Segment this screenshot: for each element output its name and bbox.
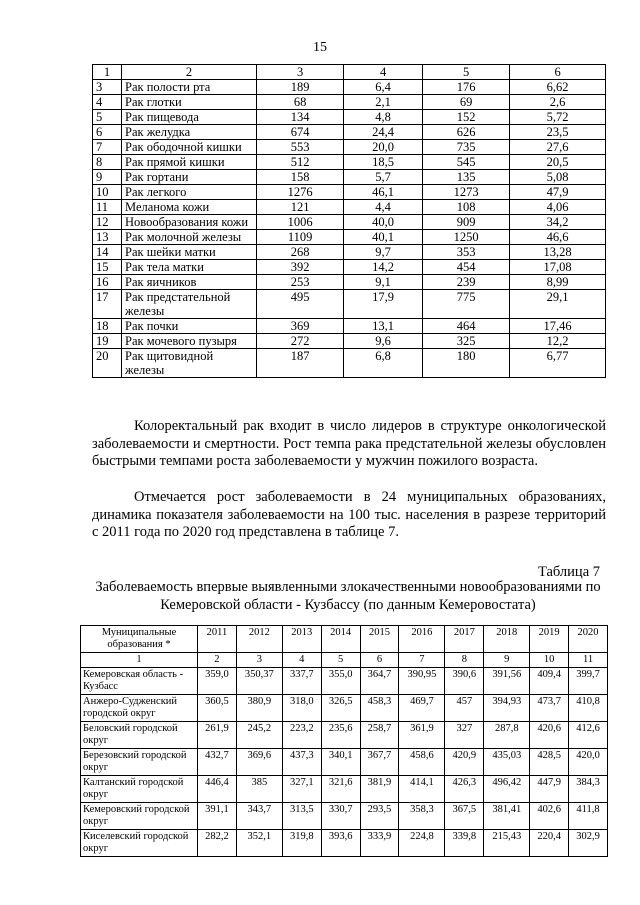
table-cell: 2015 bbox=[360, 626, 399, 653]
table-cell: Рак мочевого пузыря bbox=[122, 334, 257, 349]
table-cell: 369,6 bbox=[236, 749, 282, 776]
table-cell: 411,8 bbox=[569, 803, 608, 830]
table-cell: 447,9 bbox=[530, 776, 569, 803]
table-cell: 327 bbox=[445, 722, 484, 749]
table-cell: 12,2 bbox=[510, 334, 606, 349]
table-cell: 325 bbox=[422, 334, 509, 349]
table-row bbox=[93, 80, 606, 95]
table-row bbox=[93, 215, 606, 230]
table-cell: 20,5 bbox=[510, 155, 606, 170]
table-cell: 458,6 bbox=[399, 749, 445, 776]
table-row bbox=[93, 334, 606, 349]
table-cell: Рак глотки bbox=[122, 95, 257, 110]
table-cell: 14,2 bbox=[344, 260, 423, 275]
table-cell: 10 bbox=[530, 653, 569, 668]
table-cell: 1276 bbox=[257, 185, 344, 200]
table-cell: 412,6 bbox=[569, 722, 608, 749]
table-cell: 245,2 bbox=[236, 722, 282, 749]
table-cell: 319,8 bbox=[282, 830, 321, 857]
table-cell: 390,95 bbox=[399, 668, 445, 695]
table-cell: 235,6 bbox=[321, 722, 360, 749]
table-cell: 268 bbox=[257, 245, 344, 260]
table-cell: 215,43 bbox=[484, 830, 530, 857]
table-cell: 15 bbox=[93, 260, 122, 275]
table-row bbox=[81, 695, 608, 722]
table-cell: Новообразования кожи bbox=[122, 215, 257, 230]
table-cell: 3 bbox=[93, 80, 122, 95]
table-cell: 393,6 bbox=[321, 830, 360, 857]
table-cell: 34,2 bbox=[510, 215, 606, 230]
table-cell: 333,9 bbox=[360, 830, 399, 857]
table-cell: 6 bbox=[360, 653, 399, 668]
table-cell: 343,7 bbox=[236, 803, 282, 830]
table-cell: 2019 bbox=[530, 626, 569, 653]
table-row bbox=[93, 230, 606, 245]
table-cell: 17,08 bbox=[510, 260, 606, 275]
table-cell: 2 bbox=[122, 65, 257, 80]
table-cell: 392 bbox=[257, 260, 344, 275]
table-cell: 17,46 bbox=[510, 319, 606, 334]
table-cell: 775 bbox=[422, 290, 509, 319]
table-cell: 360,5 bbox=[198, 695, 237, 722]
table-cell: 399,7 bbox=[569, 668, 608, 695]
table-cell: 1006 bbox=[257, 215, 344, 230]
table-row bbox=[93, 319, 606, 334]
table-cell: 2011 bbox=[198, 626, 237, 653]
table-row bbox=[93, 155, 606, 170]
table-cell: 13,28 bbox=[510, 245, 606, 260]
table-cell: Рак полости рта bbox=[122, 80, 257, 95]
table-cell: 187 bbox=[257, 349, 344, 378]
table-cell: 2,6 bbox=[510, 95, 606, 110]
table-cell: 180 bbox=[422, 349, 509, 378]
table-cell: 402,6 bbox=[530, 803, 569, 830]
table-cell: 282,2 bbox=[198, 830, 237, 857]
table-cell: 40,1 bbox=[344, 230, 423, 245]
table-cell: 380,9 bbox=[236, 695, 282, 722]
table-cell: 4 bbox=[282, 653, 321, 668]
table-cell: 1109 bbox=[257, 230, 344, 245]
table-cell: 7 bbox=[93, 140, 122, 155]
table-cell: 340,1 bbox=[321, 749, 360, 776]
table-cell: 46,1 bbox=[344, 185, 423, 200]
table-cell: 8 bbox=[445, 653, 484, 668]
paragraph-colorectal: Колоректальный рак входит в число лидеров в структуре онкологической заболеваемости и смертности. Рост темпа рака предстательной железы обусловлен быстрыми темпами роста заболеваемости у мужчин пожилого возраста. bbox=[92, 418, 606, 469]
table-cell: 435,03 bbox=[484, 749, 530, 776]
table-cell: 512 bbox=[257, 155, 344, 170]
table-cell: 457 bbox=[445, 695, 484, 722]
table-cell: 327,1 bbox=[282, 776, 321, 803]
paragraph-municipal: Отмечается рост заболеваемости в 24 муниципальных образованиях, динамика показателя заболеваемости на 100 тыс. населения в разрезе территорий с 2011 года по 2020 год представлена в таблице 7. bbox=[92, 489, 606, 540]
table-cell: 369 bbox=[257, 319, 344, 334]
table-cell: Рак яичников bbox=[122, 275, 257, 290]
table-cell: 12 bbox=[93, 215, 122, 230]
table-cell: 385 bbox=[236, 776, 282, 803]
table-cell: 2017 bbox=[445, 626, 484, 653]
table-cell: Рак гортани bbox=[122, 170, 257, 185]
table-cell: 5 bbox=[93, 110, 122, 125]
table-cell: 47,9 bbox=[510, 185, 606, 200]
table-cell: 4 bbox=[344, 65, 423, 80]
table-cell: 458,3 bbox=[360, 695, 399, 722]
table-cell: 1 bbox=[93, 65, 122, 80]
table-cell: 495 bbox=[257, 290, 344, 319]
table-cell: 14 bbox=[93, 245, 122, 260]
table-cell: 24,4 bbox=[344, 125, 423, 140]
table-cell: 909 bbox=[422, 215, 509, 230]
table-cell: 17 bbox=[93, 290, 122, 319]
table-cell: 361,9 bbox=[399, 722, 445, 749]
table-cell: 367,5 bbox=[445, 803, 484, 830]
table-cell: 223,2 bbox=[282, 722, 321, 749]
table-cell: 18,5 bbox=[344, 155, 423, 170]
table-cell: 7 bbox=[399, 653, 445, 668]
table-cell: 2 bbox=[198, 653, 237, 668]
table-cell: 293,5 bbox=[360, 803, 399, 830]
table-cell: 330,7 bbox=[321, 803, 360, 830]
table-cell: Рак пищевода bbox=[122, 110, 257, 125]
table-cell: 428,5 bbox=[530, 749, 569, 776]
table-cell: 454 bbox=[422, 260, 509, 275]
table-cell: 337,7 bbox=[282, 668, 321, 695]
table-cell: Рак предстательной железы bbox=[122, 290, 257, 319]
table-cell: 384,3 bbox=[569, 776, 608, 803]
table-cell: Муниципальные образования * bbox=[81, 626, 198, 653]
table-cell: 18 bbox=[93, 319, 122, 334]
table-cell: 302,9 bbox=[569, 830, 608, 857]
table-cell: 326,5 bbox=[321, 695, 360, 722]
table-cell: 2016 bbox=[399, 626, 445, 653]
table-cell: 432,7 bbox=[198, 749, 237, 776]
table-cell: 381,9 bbox=[360, 776, 399, 803]
table-cell: Рак щитовидной железы bbox=[122, 349, 257, 378]
table-cell: 2013 bbox=[282, 626, 321, 653]
table-cell: Кемеровская область - Кузбасс bbox=[81, 668, 198, 695]
table-cell: 176 bbox=[422, 80, 509, 95]
table-cell: Беловский городской округ bbox=[81, 722, 198, 749]
page-number: 15 bbox=[313, 40, 327, 55]
table-cell: Рак желудка bbox=[122, 125, 257, 140]
table-cell: 355,0 bbox=[321, 668, 360, 695]
table-cell: 27,6 bbox=[510, 140, 606, 155]
table-cell: 16 bbox=[93, 275, 122, 290]
table-cell: Рак прямой кишки bbox=[122, 155, 257, 170]
table-cell: Меланома кожи bbox=[122, 200, 257, 215]
table-row bbox=[81, 722, 608, 749]
table-cell: 5,08 bbox=[510, 170, 606, 185]
table-cell: 2,1 bbox=[344, 95, 423, 110]
table-cell: 674 bbox=[257, 125, 344, 140]
table-cell: 2020 bbox=[569, 626, 608, 653]
table-cell: 6,62 bbox=[510, 80, 606, 95]
table-cell: 6,8 bbox=[344, 349, 423, 378]
table-row bbox=[81, 749, 608, 776]
table-cell: 735 bbox=[422, 140, 509, 155]
table-row bbox=[81, 668, 608, 695]
table-cell: 437,3 bbox=[282, 749, 321, 776]
table-7-label: Таблица 7 bbox=[537, 564, 600, 580]
table-cell: 545 bbox=[422, 155, 509, 170]
table-cell: 3 bbox=[257, 65, 344, 80]
table-cell: 6,77 bbox=[510, 349, 606, 378]
table-row bbox=[93, 110, 606, 125]
table-cell: 4 bbox=[93, 95, 122, 110]
table-cell: Березовский городской округ bbox=[81, 749, 198, 776]
table-row bbox=[93, 200, 606, 215]
table-row bbox=[93, 349, 606, 378]
table-cell: Кемеровский городской округ bbox=[81, 803, 198, 830]
table-cell: 1273 bbox=[422, 185, 509, 200]
table-cell: 5 bbox=[321, 653, 360, 668]
table-cell: 10 bbox=[93, 185, 122, 200]
table-cell: 224,8 bbox=[399, 830, 445, 857]
table-row bbox=[81, 776, 608, 803]
table-cell: 367,7 bbox=[360, 749, 399, 776]
table-cell: 464 bbox=[422, 319, 509, 334]
table-cell: 258,7 bbox=[360, 722, 399, 749]
table-cell: 5,72 bbox=[510, 110, 606, 125]
table-row bbox=[93, 275, 606, 290]
table-cell: 409,4 bbox=[530, 668, 569, 695]
table-cell: 381,41 bbox=[484, 803, 530, 830]
table-cell: 19 bbox=[93, 334, 122, 349]
table-cell: 352,1 bbox=[236, 830, 282, 857]
table-cell: 318,0 bbox=[282, 695, 321, 722]
table-cell: Рак молочной железы bbox=[122, 230, 257, 245]
table-cell: 414,1 bbox=[399, 776, 445, 803]
table-cell: 121 bbox=[257, 200, 344, 215]
table-cell: 6 bbox=[510, 65, 606, 80]
table-cell: 446,4 bbox=[198, 776, 237, 803]
municipal-incidence-table bbox=[80, 625, 608, 857]
table-row bbox=[93, 140, 606, 155]
table-cell: 4,8 bbox=[344, 110, 423, 125]
table-cell: 4,4 bbox=[344, 200, 423, 215]
table-cell: 2012 bbox=[236, 626, 282, 653]
table-cell: 390,6 bbox=[445, 668, 484, 695]
table-cell: Рак тела матки bbox=[122, 260, 257, 275]
table-cell: 2018 bbox=[484, 626, 530, 653]
table-cell: Киселевский городской округ bbox=[81, 830, 198, 857]
table-cell: 359,0 bbox=[198, 668, 237, 695]
table-cell: 358,3 bbox=[399, 803, 445, 830]
table-cell: 68 bbox=[257, 95, 344, 110]
table-row bbox=[93, 290, 606, 319]
table-row bbox=[93, 170, 606, 185]
table-cell: 13 bbox=[93, 230, 122, 245]
table-cell: 158 bbox=[257, 170, 344, 185]
table-cell: 1 bbox=[81, 653, 198, 668]
table-cell: 391,56 bbox=[484, 668, 530, 695]
table-cell: 321,6 bbox=[321, 776, 360, 803]
table-cell: 5 bbox=[422, 65, 509, 80]
cancer-incidence-table bbox=[92, 64, 606, 378]
table-cell: 29,1 bbox=[510, 290, 606, 319]
table-cell: 2014 bbox=[321, 626, 360, 653]
table-cell: 9,7 bbox=[344, 245, 423, 260]
table-cell: 3 bbox=[236, 653, 282, 668]
table-cell: 4,06 bbox=[510, 200, 606, 215]
table-cell: 20 bbox=[93, 349, 122, 378]
table-cell: 353 bbox=[422, 245, 509, 260]
table-cell: 496,42 bbox=[484, 776, 530, 803]
table-cell: 272 bbox=[257, 334, 344, 349]
table-cell: 287,8 bbox=[484, 722, 530, 749]
table-cell: 13,1 bbox=[344, 319, 423, 334]
table-index-row bbox=[81, 653, 608, 668]
table-cell: 339,8 bbox=[445, 830, 484, 857]
table-cell: 420,6 bbox=[530, 722, 569, 749]
table-cell: 9,6 bbox=[344, 334, 423, 349]
table-cell: 391,1 bbox=[198, 803, 237, 830]
table-cell: 23,5 bbox=[510, 125, 606, 140]
table-cell: Рак почки bbox=[122, 319, 257, 334]
table-cell: 426,3 bbox=[445, 776, 484, 803]
table-cell: 364,7 bbox=[360, 668, 399, 695]
table-cell: 9 bbox=[93, 170, 122, 185]
table-cell: 9,1 bbox=[344, 275, 423, 290]
table-cell: 152 bbox=[422, 110, 509, 125]
table-cell: 469,7 bbox=[399, 695, 445, 722]
table-cell: 135 bbox=[422, 170, 509, 185]
table-cell: 420,0 bbox=[569, 749, 608, 776]
table-cell: 8,99 bbox=[510, 275, 606, 290]
table-cell: 394,93 bbox=[484, 695, 530, 722]
table-cell: 553 bbox=[257, 140, 344, 155]
table-row bbox=[81, 803, 608, 830]
table-row bbox=[93, 95, 606, 110]
table-cell: 5,7 bbox=[344, 170, 423, 185]
table-row bbox=[93, 245, 606, 260]
table-row bbox=[93, 260, 606, 275]
table-cell: 189 bbox=[257, 80, 344, 95]
table-cell: 220,4 bbox=[530, 830, 569, 857]
table-cell: Калтанский городской округ bbox=[81, 776, 198, 803]
table-row bbox=[93, 185, 606, 200]
table-cell: 6 bbox=[93, 125, 122, 140]
table-cell: 6,4 bbox=[344, 80, 423, 95]
table-cell: 420,9 bbox=[445, 749, 484, 776]
table-cell: 8 bbox=[93, 155, 122, 170]
table-header-row bbox=[93, 65, 606, 80]
table-cell: 350,37 bbox=[236, 668, 282, 695]
table-cell: 69 bbox=[422, 95, 509, 110]
table-cell: 626 bbox=[422, 125, 509, 140]
table-cell: 40,0 bbox=[344, 215, 423, 230]
table-cell: 410,8 bbox=[569, 695, 608, 722]
table-cell: 11 bbox=[93, 200, 122, 215]
table-cell: Рак легкого bbox=[122, 185, 257, 200]
table-row bbox=[93, 125, 606, 140]
table-cell: Анжеро-Судженский городской округ bbox=[81, 695, 198, 722]
table-cell: 1250 bbox=[422, 230, 509, 245]
table-7-caption: Заболеваемость впервые выявленными злокачественными новообразованиями по Кемеровской области - Кузбассу (по данным Кемеровостата) bbox=[95, 579, 601, 613]
table-cell: 253 bbox=[257, 275, 344, 290]
table-cell: 134 bbox=[257, 110, 344, 125]
table-cell: 17,9 bbox=[344, 290, 423, 319]
table-cell: 20,0 bbox=[344, 140, 423, 155]
table-cell: Рак ободочной кишки bbox=[122, 140, 257, 155]
table-cell: 313,5 bbox=[282, 803, 321, 830]
table-cell: 9 bbox=[484, 653, 530, 668]
table-cell: 239 bbox=[422, 275, 509, 290]
table-cell: 11 bbox=[569, 653, 608, 668]
table-cell: 108 bbox=[422, 200, 509, 215]
table-header-row bbox=[81, 626, 608, 653]
table-cell: 46,6 bbox=[510, 230, 606, 245]
table-cell: 261,9 bbox=[198, 722, 237, 749]
table-row bbox=[81, 830, 608, 857]
table-cell: Рак шейки матки bbox=[122, 245, 257, 260]
table-cell: 473,7 bbox=[530, 695, 569, 722]
